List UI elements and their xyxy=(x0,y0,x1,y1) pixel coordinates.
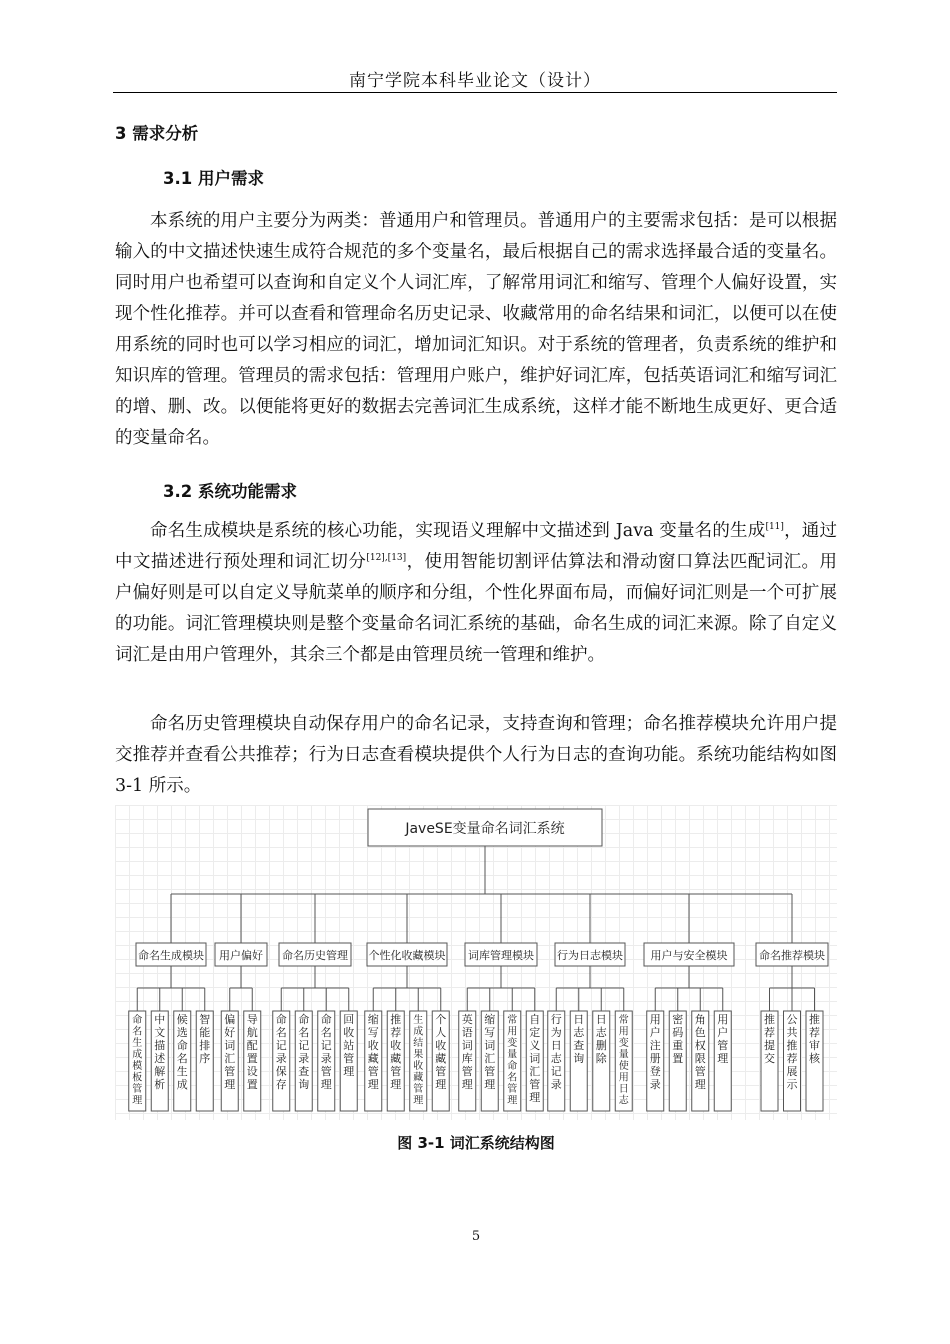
leaf-node-label: 命名生成模板管理 xyxy=(132,1015,143,1107)
leaf-node-label: 缩写收藏管理 xyxy=(367,1013,379,1091)
leaf-node-label: 公共推荐展示 xyxy=(786,1013,798,1091)
module-node-label: 用户与安全模块 xyxy=(650,949,728,962)
root-node-label: JaveSE变量命名词汇系统 xyxy=(405,821,565,837)
leaf-node-label: 行为日志记录 xyxy=(550,1013,562,1091)
leaf-node-label: 推荐审核 xyxy=(809,1013,820,1065)
leaf-node-label: 智能排序 xyxy=(199,1013,211,1065)
leaf-node-label: 导航配置设置 xyxy=(246,1013,258,1091)
citation-ref: [12],[13] xyxy=(366,553,407,564)
leaf-node-label: 用户管理 xyxy=(717,1013,729,1065)
page-number: 5 xyxy=(471,1229,481,1244)
module-node-label: 用户偏好 xyxy=(219,949,263,962)
leaf-node-label: 日志查询 xyxy=(573,1013,585,1065)
module-node-label: 词库管理模块 xyxy=(468,949,534,962)
paragraph-text: ，通过中文描述进行预处理和词汇切分 xyxy=(115,521,837,572)
leaf-node-label: 用户注册登录 xyxy=(649,1013,661,1091)
leaf-node-label: 英语词库管理 xyxy=(461,1013,473,1091)
figure-caption: 图 3-1 词汇系统结构图 xyxy=(397,1134,555,1152)
leaf-node-label: 个人收藏管理 xyxy=(435,1013,447,1091)
leaf-node-label: 中文描述解析 xyxy=(154,1013,166,1091)
leaf-node-label: 常用变量命名管理 xyxy=(507,1015,518,1107)
module-node-label: 命名生成模块 xyxy=(138,949,204,962)
leaf-node-label: 自定义词汇管理 xyxy=(529,1013,541,1104)
paragraph-text: 命名生成模块是系统的核心功能，实现语义理解中文描述到 Java 变量名的生成 xyxy=(150,521,766,541)
leaf-node-label: 生成结果收藏管理 xyxy=(413,1015,424,1107)
leaf-node-label: 命名记录查询 xyxy=(298,1013,310,1091)
module-node-label: 行为日志模块 xyxy=(557,949,623,962)
leaf-node-label: 命名记录保存 xyxy=(275,1013,287,1091)
structure-diagram-svg xyxy=(115,805,837,1120)
leaf-node-label: 密码重置 xyxy=(672,1013,684,1065)
leaf-node-label: 推荐收藏管理 xyxy=(390,1013,402,1091)
structure-diagram xyxy=(115,805,837,1120)
citation-ref: [11] xyxy=(765,522,784,533)
header-rule xyxy=(113,92,837,93)
section-heading-3-1: 3.1 用户需求 xyxy=(163,169,264,188)
leaf-node-label: 推荐提交 xyxy=(764,1013,775,1065)
module-node-label: 命名历史管理 xyxy=(282,949,348,962)
module-node-label: 个性化收藏模块 xyxy=(368,949,446,962)
leaf-node-label: 候选命名生成 xyxy=(176,1013,188,1091)
paragraph-system-functions xyxy=(115,516,837,671)
module-node-label: 命名推荐模块 xyxy=(759,949,825,962)
leaf-node-label: 角色权限管理 xyxy=(694,1013,706,1091)
leaf-node-label: 缩写词汇管理 xyxy=(484,1013,496,1091)
paragraph-text: ，使用智能切割评估算法和滑动窗口算法匹配词汇。用户偏好则是可以自定义导航菜单的顺序和分组，个性化界面布局，而偏好词汇则是一个可扩展的功能。词汇管理模块则是整个变量命名词汇系统的基础，命名生成的词汇来源。除了自定义词汇是由用户管理外，其余三个都是由管理员统一管理和维护。 xyxy=(115,552,838,665)
paragraph-user-needs: 本系统的用户主要分为两类：普通用户和管理员。普通用户的主要需求包括：是可以根据输入的中文描述快速生成符合规范的多个变量名，最后根据自己的需求选择最合适的变量名。同时用户也希望可以查询和自定义个人词汇库，了解常用词汇和缩写、管理个人偏好设置，实现个性化推荐。并可以查看和管理命名历史记录、收藏常用的命名结果和词汇，以便可以在使用系统的同时也可以学习相应的词汇，增加词汇知识。对于系统的管理者，负责系统的维护和知识库的管理。管理员的需求包括：管理用户账户，维护好词汇库，包括英语词汇和缩写词汇的增、删、改。以便能将更好的数据去完善词汇生成系统，这样才能不断地生成更好、更合适的变量命名。 xyxy=(115,211,837,448)
section-heading-3: 3 需求分析 xyxy=(115,124,199,143)
leaf-node-label: 常用变量使用日志 xyxy=(618,1015,629,1107)
leaf-node-label: 回收站管理 xyxy=(343,1013,355,1078)
leaf-node-label: 命名记录管理 xyxy=(320,1013,332,1091)
leaf-node-label: 日志删除 xyxy=(595,1013,607,1065)
section-heading-3-2: 3.2 系统功能需求 xyxy=(163,482,297,501)
paragraph-modules: 命名历史管理模块自动保存用户的命名记录，支持查询和管理；命名推荐模块允许用户提交推荐并查看公共推荐；行为日志查看模块提供个人行为日志的查询功能。系统功能结构如图 3-1 所示。 xyxy=(115,714,837,796)
page-header: 南宁学院本科毕业论文（设计） xyxy=(349,71,601,91)
leaf-node-label: 偏好词汇管理 xyxy=(224,1013,236,1091)
